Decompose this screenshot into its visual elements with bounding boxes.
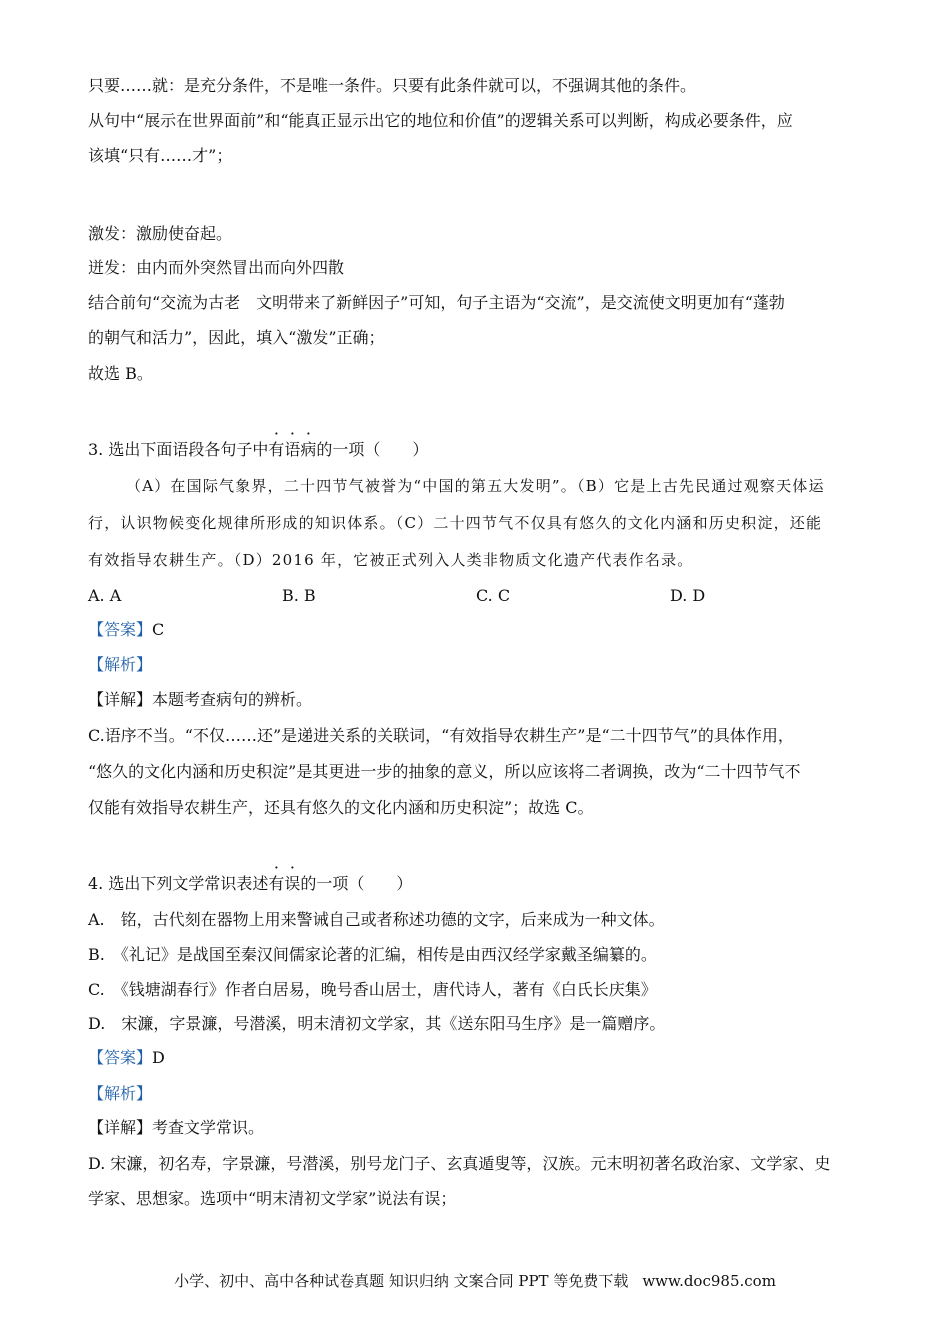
answer-tag: 【答案】 bbox=[88, 620, 153, 639]
emphasis-char: 语 bbox=[284, 440, 301, 459]
analysis-tag: 【解析】 bbox=[88, 1084, 153, 1103]
answer-line bbox=[88, 620, 164, 640]
text-line: 故选 B。 bbox=[88, 364, 153, 383]
passage-line: 有效指导农耕生产。（D）2016 年，它被正式列入人类非物质文化遗产代表作名录。 bbox=[88, 551, 694, 569]
option-d: D. D bbox=[670, 586, 706, 605]
text-line: 只要……就：是充分条件，不是唯一条件。只要有此条件就可以，不强调其他的条件。 bbox=[88, 76, 697, 95]
text-line: 迸发：由内而外突然冒出而向外四散 bbox=[88, 258, 345, 277]
footer-url[interactable]: www.doc985.com bbox=[642, 1272, 776, 1290]
question-4-suffix: 的一项（ ） bbox=[300, 874, 413, 893]
question-3-suffix: 的一项（ ） bbox=[316, 440, 429, 459]
answer-line bbox=[88, 1048, 165, 1068]
text-line: 激发：激励使奋起。 bbox=[88, 224, 233, 243]
detail-tag: 【详解】 bbox=[88, 690, 153, 709]
page-footer bbox=[0, 1270, 950, 1291]
option-c: C. C bbox=[476, 586, 511, 605]
text-line: 从句中“展示在世界面前”和“能真正显示出它的地位和价值”的逻辑关系可以判断，构成必要条件，应 bbox=[88, 111, 793, 130]
option-b: B. B bbox=[282, 586, 316, 605]
question-4-stem bbox=[88, 874, 412, 894]
option-b: B. 《礼记》是战国至秦汉间儒家论著的汇编，相传是由西汉经学家戴圣编纂的。 bbox=[88, 945, 657, 964]
text-line: 的朝气和活力”，因此，填入“激发”正确； bbox=[88, 328, 385, 347]
passage-line: （A）在国际气象界，二十四节气被誉为“中国的第五大发明”。（B）它是上古先民通过观察天体运 bbox=[126, 477, 825, 495]
option-d: D. 宋濂，字景濂，号潜溪，明末清初文学家，其《送东阳马生序》是一篇赠序。 bbox=[88, 1014, 666, 1033]
passage-line: 行，认识物候变化规律所形成的知识体系。（C）二十四节气不仅具有悠久的文化内涵和历史积淀，还能 bbox=[88, 514, 823, 532]
explanation-line: C.语序不当。“不仅……还”是递进关系的关联词，“有效指导农耕生产”是“二十四节气”的具体作用， bbox=[88, 726, 794, 745]
footer-text: 小学、初中、高中各种试卷真题 知识归纳 文案合同 PPT 等免费下载 bbox=[174, 1272, 629, 1290]
option-a: A. 铭，古代刻在器物上用来警诫自己或者称述功德的文字，后来成为一种文体。 bbox=[88, 910, 665, 929]
emphasis-char: 误 bbox=[284, 874, 301, 893]
explanation-line: D. 宋濂，初名寿，字景濂，号潜溪，别号龙门子、玄真遁叟等，汉族。元末明初著名政治家、文学家、史 bbox=[88, 1154, 831, 1173]
option-a: A. A bbox=[88, 586, 122, 605]
explanation-line: 学家、思想家。选项中“明末清初文学家”说法有误； bbox=[88, 1189, 457, 1208]
answer-value: C bbox=[152, 620, 165, 639]
question-4-prefix: 4. 选出下列文学常识表述 bbox=[88, 874, 269, 893]
emphasis-char: 有 bbox=[268, 874, 285, 893]
text-line: 该填“只有……才”； bbox=[88, 146, 233, 165]
question-3-stem bbox=[88, 440, 428, 460]
emphasis-char: 有 bbox=[268, 440, 285, 459]
emphasis-char: 病 bbox=[300, 440, 317, 459]
option-c: C. 《钱塘湖春行》作者白居易，晚号香山居士，唐代诗人，著有《白氏长庆集》 bbox=[88, 980, 657, 999]
answer-tag: 【答案】 bbox=[88, 1048, 153, 1067]
detail-line bbox=[88, 1118, 264, 1138]
detail-line bbox=[88, 690, 312, 710]
detail-text: 本题考查病句的辨析。 bbox=[152, 690, 313, 709]
analysis-tag: 【解析】 bbox=[88, 655, 153, 674]
explanation-line: 仅能有效指导农耕生产，还具有悠久的文化内涵和历史积淀”；故选 C。 bbox=[88, 798, 594, 817]
answer-value: D bbox=[152, 1048, 165, 1067]
detail-tag: 【详解】 bbox=[88, 1118, 153, 1137]
detail-text: 考查文学常识。 bbox=[152, 1118, 265, 1137]
question-3-prefix: 3. 选出下面语段各句子中 bbox=[88, 440, 269, 459]
text-line: 结合前句“交流为古老 文明带来了新鲜因子”可知，句子主语为“交流”，是交流使文明更加有“蓬勃 bbox=[88, 293, 785, 312]
explanation-line: “悠久的文化内涵和历史积淀”是其更进一步的抽象的意义，所以应该将二者调换，改为“二十四节气不 bbox=[88, 762, 801, 781]
